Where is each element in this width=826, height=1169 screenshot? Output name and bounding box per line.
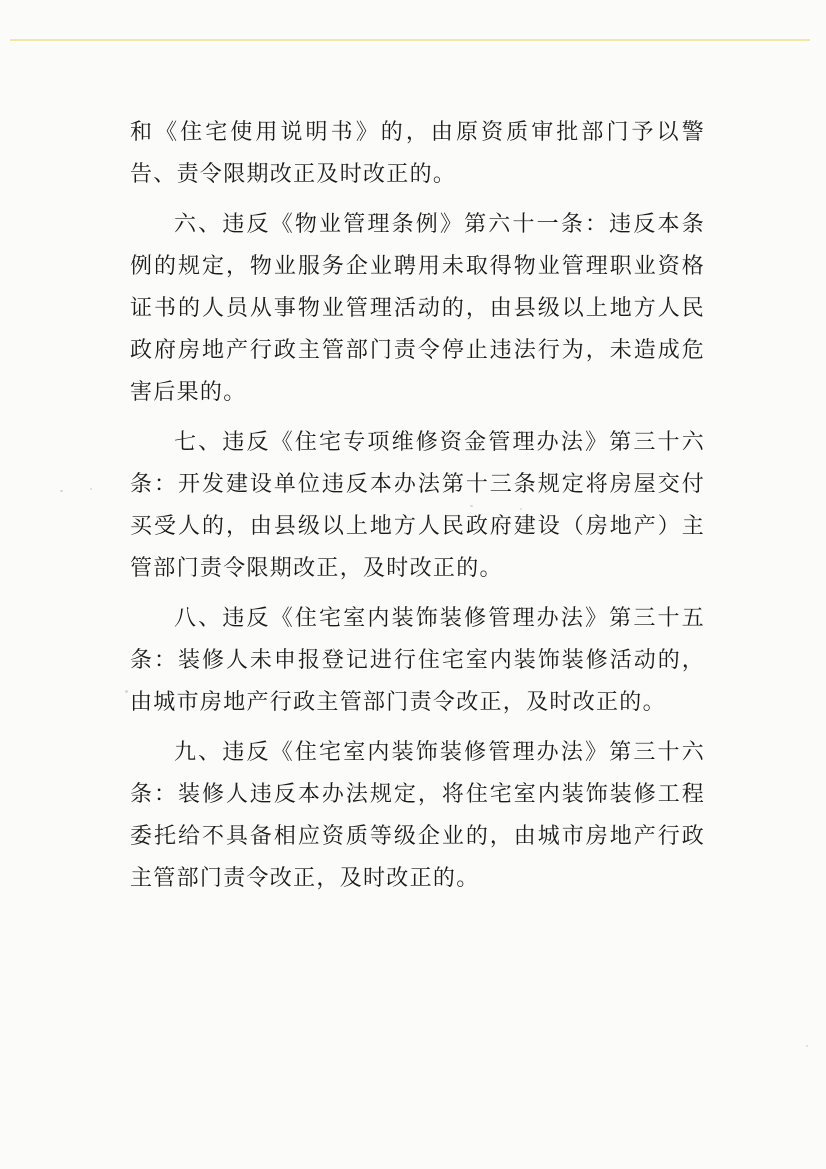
scan-speck [125, 690, 128, 693]
paragraph-item-8: 八、违反《住宅室内装饰装修管理办法》第三十五条：装修人未申报登记进行住宅室内装饰装修活动的，由城市房地产行政主管部门责令改正，及时改正的。 [130, 606, 705, 715]
top-border-line [10, 39, 810, 41]
paragraph-item-6: 六、违反《物业管理条例》第六十一条：违反本条例的规定，物业服务企业聘用未取得物业管理职业资格证书的人员从事物业管理活动的，由县级以上地方人民政府房地产行政主管部门责令停止违法行为，未造成危害后果的。 [130, 212, 705, 405]
scan-speck [470, 505, 473, 507]
scan-speck [806, 1045, 808, 1047]
paragraph-item-7: 七、违反《住宅专项维修资金管理办法》第三十六条：开发建设单位违反本办法第十三条规定将房屋交付买受人的，由县级以上地方人民政府建设（房地产）主管部门责令限期改正，及时改正的。 [130, 430, 705, 581]
scan-speck [60, 490, 63, 492]
scan-speck [90, 488, 92, 490]
document-body [130, 112, 705, 900]
scan-speck [520, 508, 522, 510]
paragraph-item-9: 九、违反《住宅室内装饰装修管理办法》第三十六条：装修人违反本办法规定，将住宅室内装饰装修工程委托给不具备相应资质等级企业的，由城市房地产行政主管部门责令改正，及时改正的。 [130, 740, 705, 891]
paragraph-continuation: 和《住宅使用说明书》的，由原资质审批部门予以警告、责令限期改正及时改正的。 [130, 120, 705, 187]
